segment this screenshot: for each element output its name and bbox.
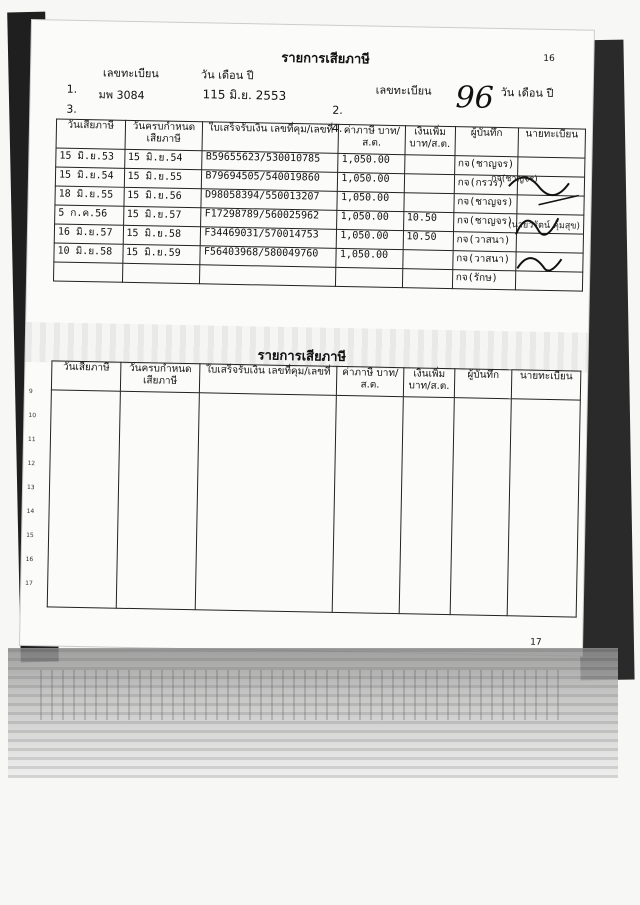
registrar-signatures xyxy=(496,164,594,316)
row-number: 14 xyxy=(26,507,35,516)
cell-payment-date: 5 ก.ค.56 xyxy=(55,205,124,225)
tax-record-table-empty xyxy=(47,360,582,617)
cell-recorder: กจ(วาสนา) xyxy=(453,232,516,252)
cell-tax-amount: 1,050.00 xyxy=(337,210,404,230)
row-number: 10 xyxy=(28,412,37,420)
col-header-recorder: ผู้บันทึก xyxy=(454,369,512,399)
cell-payment-date: 10 มิ.ย.58 xyxy=(54,243,123,263)
row-number: 17 xyxy=(25,579,33,588)
cell-tax-amount: 1,050.00 xyxy=(336,248,403,268)
cell-tax-amount: 1,050.00 xyxy=(337,191,404,211)
cell-due-date: 15 มิ.ย.56 xyxy=(123,187,201,207)
cell-receipt: F17298789/560025962 xyxy=(201,208,337,230)
cell-tax-amount: 1,050.00 xyxy=(337,229,404,249)
cell-receipt: D98058394/550013207 xyxy=(201,189,337,211)
cell-tax-amount xyxy=(336,267,403,287)
item-2-number: 2. xyxy=(332,103,343,117)
cell-due-date xyxy=(122,263,200,283)
col-header-recorder: ผู้บันทึก xyxy=(455,127,519,157)
cell-payment-date: 15 มิ.ย.53 xyxy=(56,148,125,168)
row-number: 9 xyxy=(28,388,33,396)
reg-label-right: เลขทะเบียน xyxy=(375,83,432,98)
col-header-due-date: วันครบกำหนด เสียภาษี xyxy=(125,120,203,150)
document-page xyxy=(20,20,594,656)
col-header-payment-date: วันเสียภาษี xyxy=(51,361,121,391)
cell-surcharge: 10.50 xyxy=(403,212,453,232)
cell-tax-amount: 1,050.00 xyxy=(338,153,405,173)
page-title-top: รายการเสียภาษี xyxy=(281,50,370,68)
cell-recorder: กจ(ชาญจร) xyxy=(454,194,517,214)
cell-recorder: กจ(วาสนา) xyxy=(452,251,515,271)
cell-due-date: 15 มิ.ย.59 xyxy=(122,244,200,264)
cell-due-date: 15 มิ.ย.55 xyxy=(124,168,202,188)
cell-tax-amount: 1,050.00 xyxy=(338,172,405,192)
col-header-payment-date: วันเสียภาษี xyxy=(56,119,125,149)
cell-surcharge xyxy=(402,269,452,289)
cell-recorder: กจ(กรวร) xyxy=(454,175,517,195)
cell-surcharge xyxy=(404,155,454,175)
cell-payment-date: 16 มิ.ย.57 xyxy=(54,224,123,244)
row-number: 16 xyxy=(25,555,34,564)
col-header-due-date: วันครบกำหนด เสียภาษี xyxy=(120,362,200,393)
cell-receipt: F34469031/570014753 xyxy=(201,227,337,249)
cell-payment-date: 18 มิ.ย.55 xyxy=(55,186,124,206)
item-3-number: 3. xyxy=(66,102,77,116)
reg-label-left: เลขทะเบียน xyxy=(102,66,160,81)
cell-receipt xyxy=(200,265,336,287)
row-number: 12 xyxy=(27,459,36,468)
col-header-surcharge: เงินเพิ่ม บาท/ส.ต. xyxy=(403,368,455,398)
cell-surcharge xyxy=(403,193,453,213)
date-label-right: วัน เดือน ปี xyxy=(500,86,554,101)
cell-receipt: B79694505/540019860 xyxy=(202,170,338,192)
item-2-reg-handwritten: 96 xyxy=(455,80,495,116)
col-header-registrar: นายทะเบียน xyxy=(518,128,586,158)
page-number-bottom: 17 xyxy=(530,637,542,648)
empty-cell xyxy=(332,395,403,613)
cell-receipt: B59655623/530010785 xyxy=(202,151,338,173)
stamp-text-1: กจ(ชาญจร) xyxy=(490,173,538,185)
item-1-reg: มพ 3084 xyxy=(98,88,145,103)
cell-surcharge xyxy=(402,250,452,270)
col-header-surcharge: เงินเพิ่ม บาท/ส.ต. xyxy=(405,126,456,156)
empty-cell xyxy=(399,397,454,615)
empty-cell xyxy=(450,398,511,616)
stamp-text-2: (นายวิรัตน์ คุ้มสุข) xyxy=(508,220,581,232)
row-number: 15 xyxy=(26,531,34,540)
row-number: 11 xyxy=(27,436,36,444)
col-header-receipt: ใบเสร็จรับเงิน เลขที่คุม/เลขที่ xyxy=(202,122,339,154)
empty-cell xyxy=(195,393,336,613)
scan-noise-streaks xyxy=(40,670,560,720)
page-number-top: 16 xyxy=(543,53,555,65)
cell-due-date: 15 มิ.ย.58 xyxy=(123,225,201,245)
table-row xyxy=(47,390,580,617)
col-header-receipt: ใบเสร็จรับเงิน เลขที่คุม/เลขที่ xyxy=(199,364,337,396)
item-4-number: 4. xyxy=(331,121,343,135)
item-1-number: 1. xyxy=(66,82,78,96)
cell-payment-date xyxy=(53,262,122,282)
cell-surcharge xyxy=(404,174,454,194)
cell-recorder: กจ(ชาญจร) xyxy=(453,213,516,233)
col-header-tax-amount: ค่าภาษี บาท/ส.ต. xyxy=(336,366,404,396)
row-number: 13 xyxy=(26,483,35,492)
empty-cell xyxy=(507,399,580,617)
date-label-left: วัน เดือน ปี xyxy=(200,68,254,83)
cell-surcharge: 10.50 xyxy=(403,231,453,251)
cell-payment-date: 15 มิ.ย.54 xyxy=(55,167,124,187)
cell-recorder: กจ(รักษ) xyxy=(452,270,515,290)
cell-recorder: กจ(ชาญจร) xyxy=(454,156,517,176)
col-header-registrar: นายทะเบียน xyxy=(511,370,581,400)
cell-due-date: 15 มิ.ย.54 xyxy=(124,149,202,169)
empty-cell xyxy=(47,390,120,608)
item-1-date: 115 มิ.ย. 2553 xyxy=(202,87,287,103)
cell-receipt: F56403968/580049760 xyxy=(200,246,336,268)
empty-cell xyxy=(116,391,199,609)
cell-due-date: 15 มิ.ย.57 xyxy=(123,206,201,226)
page-title-bottom: รายการเสียภาษี xyxy=(257,348,347,366)
col-header-tax-amount: ค่าภาษี บาท/ส.ต. xyxy=(338,124,405,154)
